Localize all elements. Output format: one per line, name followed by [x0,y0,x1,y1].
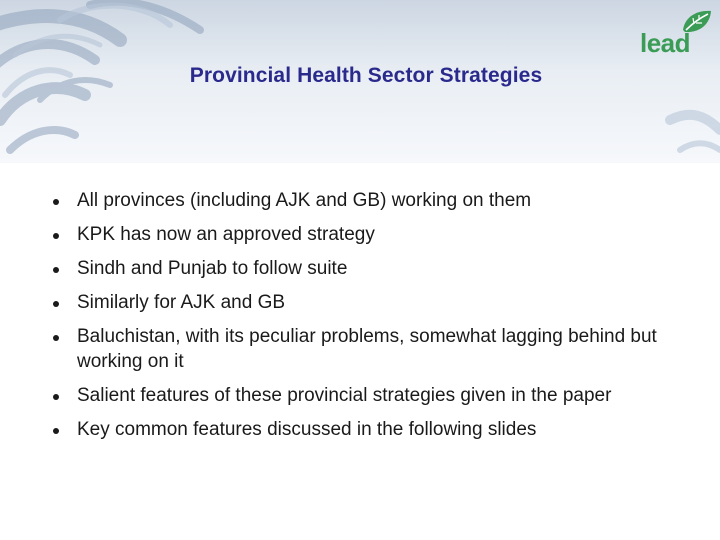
bullet-icon [53,301,59,307]
list-item-text: KPK has now an approved strategy [77,224,375,245]
list-item-text: Salient features of these provincial strategies given in the paper [77,385,612,406]
bullet-icon [53,199,59,205]
bullet-icon [53,394,59,400]
slide-title: Provincial Health Sector Strategies [189,64,543,87]
bullet-icon [53,267,59,273]
bullet-icon [53,428,59,434]
list-item-text: Similarly for AJK and GB [77,292,286,313]
lead-logo [638,8,718,56]
list-item-text: Sindh and Punjab to follow suite [77,258,348,279]
list-item [48,324,688,374]
list-item [48,383,688,408]
list-item [48,290,688,315]
list-item [48,256,688,281]
list-item [48,222,688,247]
logo-text: lead [640,28,691,58]
list-item [48,188,688,213]
bullet-icon [53,233,59,239]
list-item-text: Baluchistan, with its peculiar problems, somewhat lagging behind but working on it [77,326,657,372]
bullet-list [48,188,688,451]
bullet-icon [53,335,59,341]
header-band [0,0,720,163]
list-item [48,417,688,442]
list-item-text: All provinces (including AJK and GB) working on them [77,190,532,211]
list-item-text: Key common features discussed in the following slides [77,419,537,440]
